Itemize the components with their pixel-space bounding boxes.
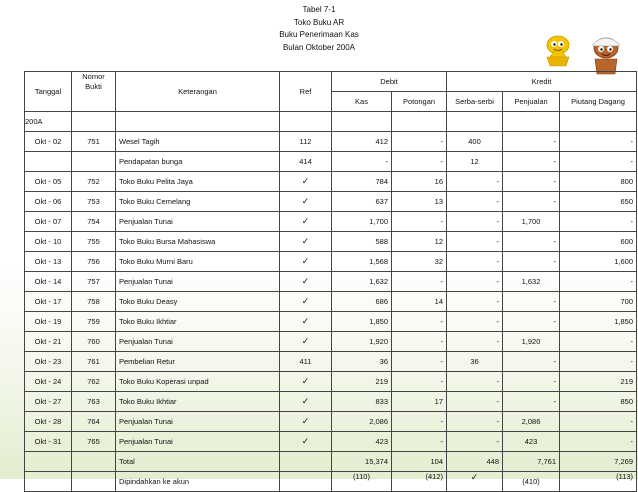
row-keterangan: Toko Buku Cemelang	[116, 192, 280, 212]
row-piutang: -	[560, 152, 637, 172]
table-row	[25, 172, 637, 192]
row-kas: 36	[332, 352, 392, 372]
row-ref-check-icon: ✓	[280, 312, 332, 332]
row-ref-check-icon: ✓	[280, 192, 332, 212]
row-kas: 412	[332, 132, 392, 152]
row-piutang: 850	[560, 392, 637, 412]
year-label: 200A	[25, 112, 72, 132]
total-piutang: 7,269	[560, 452, 637, 472]
row-nomor-bukti: 754	[72, 212, 116, 232]
row-nomor-bukti	[72, 152, 116, 172]
row-kas: 219	[332, 372, 392, 392]
row-keterangan: Penjualan Tunai	[116, 432, 280, 452]
row-piutang: -	[560, 352, 637, 372]
total-kas: 15,374	[332, 452, 392, 472]
row-keterangan: Toko Buku Ikhtiar	[116, 392, 280, 412]
table-row	[25, 432, 637, 452]
row-date: Okt - 19	[25, 312, 72, 332]
row-date: Okt - 27	[25, 392, 72, 412]
row-date: Okt - 10	[25, 232, 72, 252]
row-potongan: -	[392, 152, 447, 172]
total-penjualan: 7,761	[503, 452, 560, 472]
col-header-tanggal: Tanggal	[25, 72, 72, 112]
row-kas: 1,920	[332, 332, 392, 352]
row-date: Okt - 02	[25, 132, 72, 152]
row-penjualan: -	[503, 232, 560, 252]
row-kas: 1,568	[332, 252, 392, 272]
row-date: Okt - 07	[25, 212, 72, 232]
row-piutang: 650	[560, 192, 637, 212]
row-kas: 423	[332, 432, 392, 452]
table-row	[25, 152, 637, 172]
row-keterangan: Toko Buku Murni Baru	[116, 252, 280, 272]
row-penjualan: 423	[503, 432, 560, 452]
row-potongan: -	[392, 312, 447, 332]
row-nomor-bukti: 752	[72, 172, 116, 192]
row-nomor-bukti: 756	[72, 252, 116, 272]
row-potongan: -	[392, 132, 447, 152]
row-kas: 637	[332, 192, 392, 212]
row-kas: 1,632	[332, 272, 392, 292]
row-potongan: 14	[392, 292, 447, 312]
row-penjualan: -	[503, 292, 560, 312]
row-kas: 1,850	[332, 312, 392, 332]
total-row	[25, 452, 637, 472]
row-serba-serbi: -	[447, 412, 503, 432]
row-potongan: -	[392, 212, 447, 232]
table-row	[25, 332, 637, 352]
row-date: Okt - 28	[25, 412, 72, 432]
row-ref-check-icon: ✓	[280, 292, 332, 312]
cash-receipts-table	[24, 71, 637, 492]
row-ref-check-icon: ✓	[280, 272, 332, 292]
row-potongan: 13	[392, 192, 447, 212]
row-keterangan: Pembelian Retur	[116, 352, 280, 372]
row-kas: -	[332, 152, 392, 172]
row-keterangan: Penjualan Tunai	[116, 212, 280, 232]
row-potongan: -	[392, 352, 447, 372]
row-nomor-bukti: 758	[72, 292, 116, 312]
cartoon-characters-icon	[540, 34, 630, 76]
col-header-keterangan: Keterangan	[116, 72, 280, 112]
row-ref: 411	[280, 352, 332, 372]
total-potongan: 104	[392, 452, 447, 472]
row-keterangan: Toko Buku Bursa Mahasiswa	[116, 232, 280, 252]
row-potongan: 16	[392, 172, 447, 192]
col-header-ref: Ref	[280, 72, 332, 112]
table-row	[25, 312, 637, 332]
table-row	[25, 352, 637, 372]
posted-label: Dipindahkan ke akun	[116, 472, 280, 492]
row-ref-check-icon: ✓	[280, 332, 332, 352]
row-serba-serbi: -	[447, 392, 503, 412]
row-penjualan: -	[503, 352, 560, 372]
brown-character-icon	[593, 38, 619, 74]
posted-penjualan: (410)	[503, 472, 560, 492]
row-ref-check-icon: ✓	[280, 392, 332, 412]
row-piutang: 600	[560, 232, 637, 252]
row-nomor-bukti: 757	[72, 272, 116, 292]
row-penjualan: 1,920	[503, 332, 560, 352]
table-row	[25, 132, 637, 152]
table-row	[25, 292, 637, 312]
row-ref-check-icon: ✓	[280, 372, 332, 392]
company-name: Toko Buku AR	[293, 17, 345, 27]
row-keterangan: Toko Buku Koperasi unpad	[116, 372, 280, 392]
row-piutang: 1,600	[560, 252, 637, 272]
row-kas: 833	[332, 392, 392, 412]
row-ref-check-icon: ✓	[280, 212, 332, 232]
table-row	[25, 192, 637, 212]
row-nomor-bukti: 765	[72, 432, 116, 452]
row-nomor-bukti: 759	[72, 312, 116, 332]
row-ref: 414	[280, 152, 332, 172]
row-keterangan: Toko Buku Deasy	[116, 292, 280, 312]
row-serba-serbi: -	[447, 332, 503, 352]
row-date: Okt - 31	[25, 432, 72, 452]
row-date: Okt - 24	[25, 372, 72, 392]
row-potongan: 12	[392, 232, 447, 252]
row-date: Okt - 17	[25, 292, 72, 312]
row-serba-serbi: -	[447, 172, 503, 192]
row-piutang: -	[560, 412, 637, 432]
row-penjualan: -	[503, 392, 560, 412]
row-kas: 686	[332, 292, 392, 312]
row-serba-serbi: -	[447, 432, 503, 452]
row-kas: 2,086	[332, 412, 392, 432]
row-penjualan: -	[503, 312, 560, 332]
row-date: Okt - 23	[25, 352, 72, 372]
header-row-1	[25, 72, 637, 92]
row-serba-serbi: 36	[447, 352, 503, 372]
row-penjualan: 1,700	[503, 212, 560, 232]
col-header-penjualan: Penjualan	[503, 92, 560, 112]
posted-to-account-row	[25, 472, 637, 492]
col-header-serba-serbi: Serba-serbi	[447, 92, 503, 112]
row-date: Okt - 14	[25, 272, 72, 292]
row-keterangan: Toko Buku Ikhtiar	[116, 312, 280, 332]
row-kas: 784	[332, 172, 392, 192]
row-piutang: -	[560, 212, 637, 232]
row-serba-serbi: -	[447, 372, 503, 392]
ledger-rows	[25, 132, 637, 452]
yellow-character-icon	[547, 36, 569, 66]
posted-potongan: (412)	[392, 472, 447, 492]
row-keterangan: Pendapatan bunga	[116, 152, 280, 172]
total-serba-serbi: 448	[447, 452, 503, 472]
row-piutang: 800	[560, 172, 637, 192]
row-ref-check-icon: ✓	[280, 232, 332, 252]
row-date: Okt - 05	[25, 172, 72, 192]
row-nomor-bukti: 761	[72, 352, 116, 372]
table-row	[25, 252, 637, 272]
row-nomor-bukti: 764	[72, 412, 116, 432]
row-ref: 112	[280, 132, 332, 152]
row-nomor-bukti: 751	[72, 132, 116, 152]
table-row	[25, 372, 637, 392]
row-ref-check-icon: ✓	[280, 252, 332, 272]
row-potongan: -	[392, 372, 447, 392]
row-nomor-bukti: 760	[72, 332, 116, 352]
row-keterangan: Penjualan Tunai	[116, 412, 280, 432]
table-row	[25, 212, 637, 232]
row-nomor-bukti: 763	[72, 392, 116, 412]
row-penjualan: -	[503, 372, 560, 392]
row-penjualan: 1,632	[503, 272, 560, 292]
row-nomor-bukti: 753	[72, 192, 116, 212]
row-date: Okt - 13	[25, 252, 72, 272]
row-nomor-bukti: 762	[72, 372, 116, 392]
row-serba-serbi: -	[447, 292, 503, 312]
row-potongan: -	[392, 412, 447, 432]
row-serba-serbi: -	[447, 232, 503, 252]
row-date	[25, 152, 72, 172]
row-piutang: 1,850	[560, 312, 637, 332]
row-nomor-bukti: 755	[72, 232, 116, 252]
table-row	[25, 392, 637, 412]
table-number: Tabel 7-1	[302, 5, 336, 14]
row-keterangan: Penjualan Tunai	[116, 272, 280, 292]
row-serba-serbi: -	[447, 192, 503, 212]
col-header-potongan: Potongan	[392, 92, 447, 112]
col-header-nomor-bukti: Nomor Bukti	[72, 72, 116, 112]
row-potongan: -	[392, 432, 447, 452]
book-name: Buku Penerimaan Kas	[279, 30, 359, 39]
row-serba-serbi: -	[447, 252, 503, 272]
row-date: Okt - 06	[25, 192, 72, 212]
row-piutang: 219	[560, 372, 637, 392]
row-serba-serbi: -	[447, 272, 503, 292]
row-penjualan: -	[503, 152, 560, 172]
table-row	[25, 272, 637, 292]
row-keterangan: Wesel Tagih	[116, 132, 280, 152]
year-row	[25, 112, 637, 132]
col-header-piutang-dagang: Piutang Dagang	[560, 92, 637, 112]
col-header-debit: Debit	[332, 72, 447, 92]
row-keterangan: Penjualan Tunai	[116, 332, 280, 352]
period: Bulan Oktober 200A	[282, 42, 356, 52]
row-ref-check-icon: ✓	[280, 172, 332, 192]
row-potongan: -	[392, 272, 447, 292]
row-piutang: -	[560, 432, 637, 452]
row-keterangan: Toko Buku Pelita Jaya	[116, 172, 280, 192]
table-row	[25, 232, 637, 252]
row-ref-check-icon: ✓	[280, 412, 332, 432]
col-header-kas: Kas	[332, 92, 392, 112]
row-kas: 588	[332, 232, 392, 252]
posted-piutang: (113)	[560, 472, 637, 492]
table-row	[25, 412, 637, 432]
row-penjualan: -	[503, 132, 560, 152]
row-serba-serbi: 12	[447, 152, 503, 172]
posted-serba-serbi-check-icon: ✓	[447, 472, 503, 492]
row-piutang: -	[560, 132, 637, 152]
row-penjualan: -	[503, 252, 560, 272]
row-piutang: -	[560, 332, 637, 352]
row-penjualan: 2,086	[503, 412, 560, 432]
row-serba-serbi: -	[447, 212, 503, 232]
posted-kas: (110)	[332, 472, 392, 492]
row-piutang: 700	[560, 292, 637, 312]
row-potongan: -	[392, 332, 447, 352]
row-penjualan: -	[503, 172, 560, 192]
col-header-kredit: Kredit	[447, 72, 637, 92]
row-serba-serbi: -	[447, 312, 503, 332]
row-piutang: -	[560, 272, 637, 292]
row-kas: 1,700	[332, 212, 392, 232]
row-potongan: 17	[392, 392, 447, 412]
total-label: Total	[116, 452, 280, 472]
row-date: Okt - 21	[25, 332, 72, 352]
row-penjualan: -	[503, 192, 560, 212]
row-serba-serbi: 400	[447, 132, 503, 152]
row-potongan: 32	[392, 252, 447, 272]
row-ref-check-icon: ✓	[280, 432, 332, 452]
